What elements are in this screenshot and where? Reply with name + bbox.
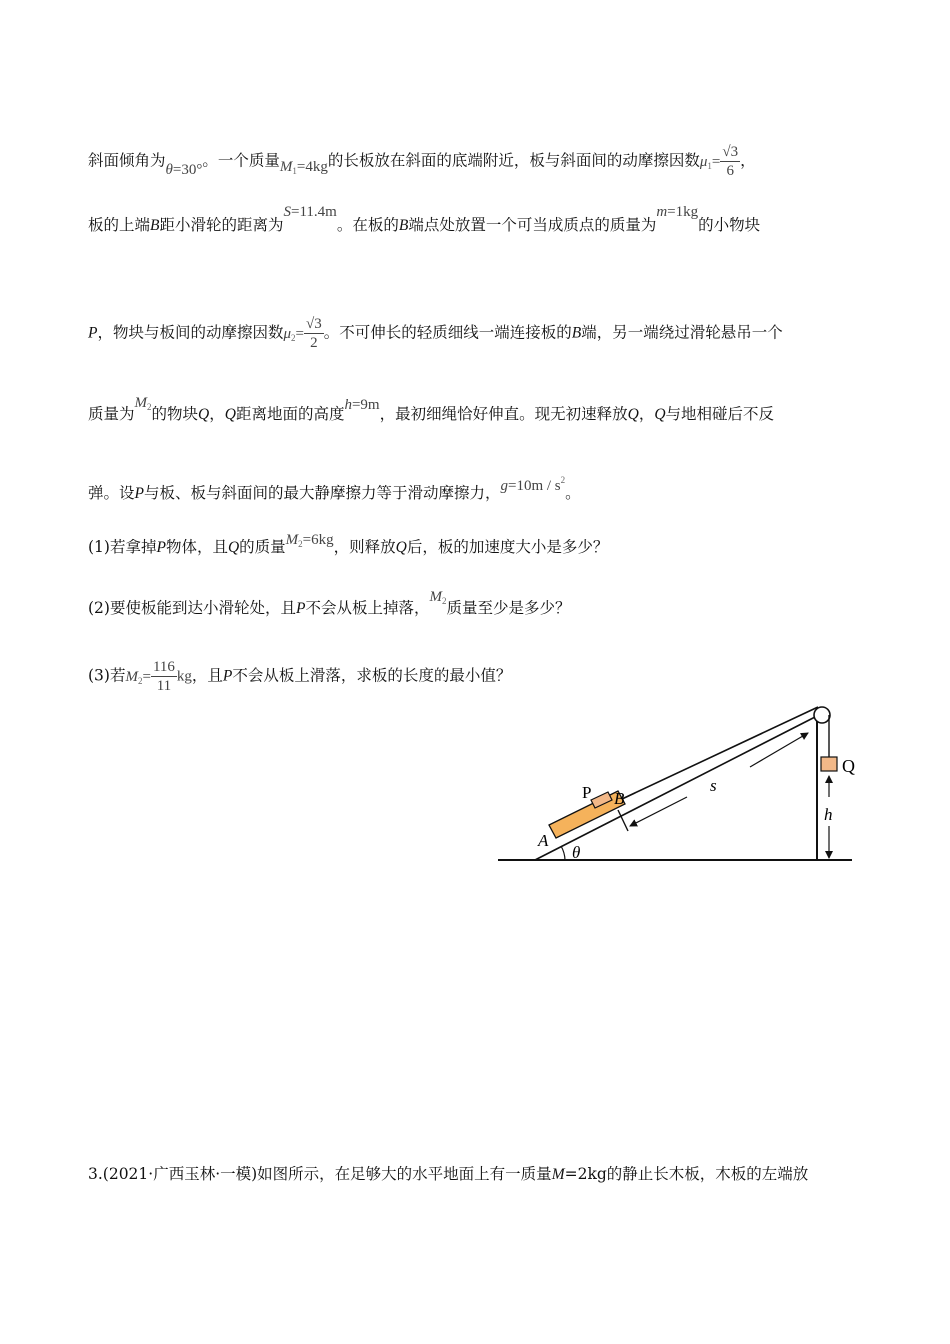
problem-line-3: P，物块与板间的动摩擦因数$\mu_2=$ $\frac{√3}{2}$ 。不可伸长的轻质细线一端连接板的B端，另一端绕过滑轮悬吊一个 — [88, 316, 783, 351]
incline-surface — [535, 716, 817, 860]
text: 的长板放在斜面的底端附近，板与斜面间的动摩擦因数 — [327, 151, 700, 170]
h-expr: h=9m — [344, 397, 380, 413]
m2-expr-q3: $M_2=$ — [125, 668, 151, 686]
question-3: (3)若$M_2=$ $\frac{116}{11}$ kg，且P不会从板上滑落，求板的长度的最小值？ — [88, 659, 512, 694]
next-problem-line: 3.(2021·广西玉林·一模)如图所示，在足够大的水平地面上有一质量M=2kg的静止长木板，木板的左端放 — [88, 1165, 809, 1183]
label-p: P — [582, 783, 592, 802]
mu2-expr: $\mu_2=$ — [283, 325, 304, 343]
g-expr: $g=10m / s^2$ — [500, 475, 566, 494]
s-arrow-up — [750, 733, 808, 767]
m2-expr: $M_2$ — [134, 395, 152, 412]
problem-line-5: 弹。设P与板、板与斜面间的最大静摩擦力等于滑动摩擦力，$g=10m / s^2$。 — [88, 475, 581, 502]
s-arrow-down — [630, 797, 687, 826]
text: 斜面倾角为 — [88, 151, 166, 170]
m2-fraction: $\frac{116}{11}$ — [152, 659, 175, 694]
label-q: Q — [842, 756, 855, 776]
m2-symbol: $M_2$ — [429, 589, 447, 606]
label-a: A — [538, 831, 549, 850]
label-h: h — [824, 805, 833, 824]
text: ， — [740, 151, 756, 170]
problem-line-4: 质量为$M_2$的物块Q，Q距离地面的高度h=9m，最初细绳恰好伸直。现无初速释放Q，Q与地相碰后不反 — [88, 395, 775, 423]
m-expr: m=1kg — [656, 204, 699, 220]
s-expr: S=11.4m — [283, 204, 337, 220]
m2-6kg-expr: $M_2=6kg$ — [285, 532, 334, 549]
label-b: B — [614, 789, 625, 808]
question-1: (1)若拿掉P物体，且Q的质量$M_2=6kg$，则释放Q后，板的加速度大小是多少？ — [88, 532, 609, 556]
mu1-fraction: $\frac{√3}{6}$ — [722, 144, 739, 179]
pulley — [814, 707, 830, 723]
label-s: s — [710, 776, 717, 795]
problem-line-2: 板的上端B距小滑轮的距离为S=11.4m。在板的B端点处放置一个可当成质点的质量为m=1kg的小物块 — [88, 204, 761, 234]
m1-expr: $M_1=4kg$ — [279, 158, 328, 176]
mu1-expr: $\mu_1=$ — [699, 153, 721, 171]
text: 。一个质量 — [202, 151, 280, 170]
block-q — [821, 757, 837, 771]
theta-arc — [561, 846, 565, 860]
theta-expr: θ=30° — [165, 161, 203, 178]
mu2-fraction: $\frac{√3}{2}$ — [305, 316, 322, 351]
label-theta: θ — [572, 843, 581, 862]
question-2: (2)要使板能到达小滑轮处，且P不会从板上掉落，$M_2$质量至少是多少？ — [88, 589, 571, 617]
